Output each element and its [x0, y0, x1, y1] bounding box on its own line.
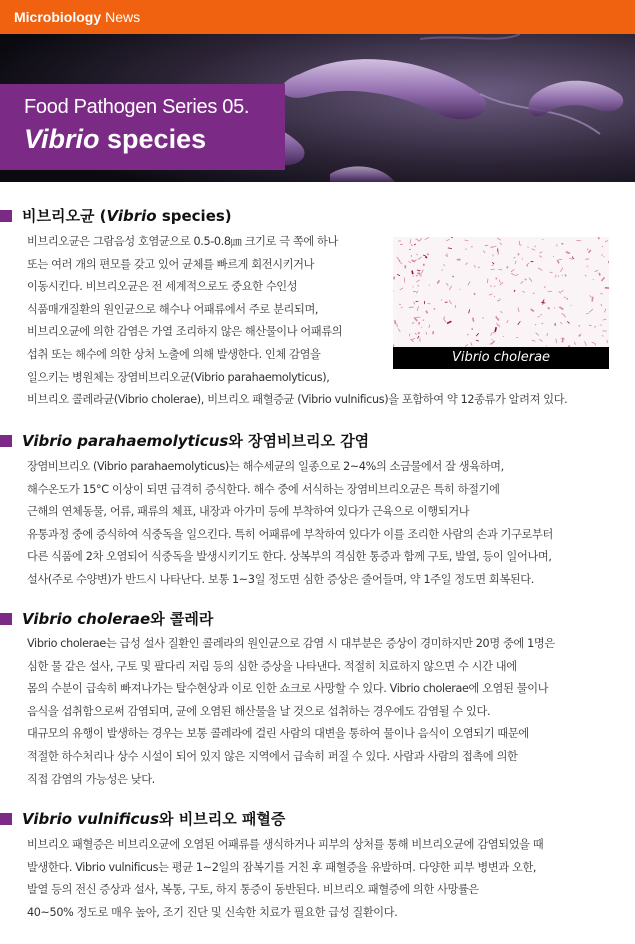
body-line: 섭취 또는 해수에 의한 상처 노출에 의해 발생한다. 인체 감염을	[27, 347, 321, 361]
news-header-bar	[0, 0, 635, 34]
body-line: 비브리오 콜레라균(Vibrio cholerae), 비브리오 패혈증균 (Vibrio vulnificus)을 포함하여 약 12종류가 알려져 있다.	[27, 393, 568, 407]
body-line: 심한 물 같은 설사, 구토 및 팔다리 저림 등의 심한 증상을 나타낸다. 적절히 치료하지 않으면 수 시간 내에	[27, 659, 517, 673]
section-heading-cholerae	[0, 608, 213, 629]
section-heading-vibrio	[0, 205, 232, 226]
body-line: 적절한 하수처리나 상수 시설이 되어 있지 않은 지역에서 급속히 퍼질 수 있다. 사람과 사람의 접촉에 의한	[27, 749, 518, 763]
section-bullet	[0, 613, 12, 625]
body-line: 몸의 수분이 급속히 빠져나가는 탈수현상과 이로 인한 쇼크로 사망할 수 있다. Vibrio cholerae에 오염된 물이나	[27, 682, 549, 696]
section-title: 비브리오균 (Vibrio species)	[22, 207, 232, 225]
body-line: 비브리오균은 그람음성 호염균으로 0.5-0.8㎛ 크기로 극 쪽에 하나	[27, 235, 338, 248]
section-heading-parahaemolyticus	[0, 430, 369, 451]
section-title: Vibrio cholerae와 콜레라	[22, 610, 214, 628]
body-line: 장염비브리오 (Vibrio parahaemolyticus)는 해수세균의 일종으로 2~4%의 소금물에서 잘 생육하며,	[27, 460, 504, 473]
micrograph-caption: Vibrio cholerae	[393, 347, 609, 369]
body-line: 또는 여러 개의 편모를 갖고 있어 균체를 빠르게 회전시키거나	[27, 257, 315, 271]
species-genus: Vibrio	[24, 124, 100, 154]
section-title: Vibrio vulnificus와 비브리오 패혈증	[22, 810, 286, 828]
hero-image	[0, 34, 635, 182]
section-bullet	[0, 813, 12, 825]
series-label: Food Pathogen Series 05.	[24, 96, 250, 118]
section-bullet	[0, 210, 12, 222]
species-word: species	[107, 124, 207, 154]
body-line: 직접 감염의 가능성은 낮다.	[27, 772, 155, 786]
body-line: 비브리오균에 의한 감염은 가열 조리하지 않은 해산물이나 어패류의	[27, 325, 343, 339]
body-line: 다른 식품에 2차 오염되어 식중독을 발생시키기도 한다. 상복부의 격심한 통증과 함께 구토, 발열, 등이 일어나며,	[27, 550, 552, 564]
body-line: 발생한다. Vibrio vulnificus는 평균 1~2일의 잠복기를 거친 후 패혈증을 유발하며. 다양한 피부 병변과 오한,	[27, 860, 537, 874]
series-banner	[0, 84, 285, 170]
body-line: 40~50% 정도로 매우 높아, 조기 진단 및 신속한 치료가 필요한 급성 질환이다.	[27, 905, 398, 919]
series-species-title	[24, 124, 206, 155]
header-brand: Microbiology	[14, 9, 102, 25]
section-body-parahaemolyticus	[27, 456, 553, 592]
body-line: 대규모의 유행이 발생하는 경우는 보통 콜레라에 걸린 사람의 대변을 통하여 물이나 음식이 오염되기 때문에	[27, 727, 529, 741]
section-title: Vibrio parahaemolyticus와 장염비브리오 감염	[22, 432, 370, 450]
body-line: 설사(주로 수양변)가 반드시 나타난다. 보통 1~3일 정도면 심한 증상은 줄어들며, 약 1주일 정도면 회복된다.	[27, 572, 534, 586]
body-line: Vibrio cholerae는 급성 설사 질환인 콜레라의 원인균으로 감염 시 대부분은 증상이 경미하지만 20명 중에 1명은	[27, 637, 555, 650]
body-line: 식품매개질환의 원인균으로 해수나 어패류에서 주로 분리되며,	[27, 302, 319, 316]
section-body-vulnificus	[27, 834, 543, 924]
body-line: 발열 등의 전신 증상과 설사, 복통, 구토, 하지 통증이 동반된다. 비브리오 패혈증에 의한 사망률은	[27, 883, 479, 897]
body-line: 이동시킨다. 비브리오균은 전 세계적으로도 중요한 수인성	[27, 280, 298, 294]
section-body-cholerae	[27, 633, 555, 791]
body-line: 근해의 연체동물, 어류, 패류의 체표, 내장과 아가미 등에 부착하여 있다가 근육으로 이행되거나	[27, 505, 470, 519]
body-line: 유통과정 중에 증식하여 식중독을 일으킨다. 특히 어패류에 부착하여 있다가 이를 조리한 사람의 손과 기구로부터	[27, 527, 553, 541]
body-line: 일으키는 병원체는 장염비브리오균(Vibrio parahaemolyticus),	[27, 370, 330, 384]
body-line: 음식을 섭취함으로써 감염되며, 균에 오염된 해산물을 날 것으로 섭취하는 경우에도 감염될 수 있다.	[27, 704, 491, 718]
body-line: 비브리오 패혈증은 비브리오균에 오염된 어패류를 생식하거나 피부의 상처를 통해 비브리오균에 감염되었을 때	[27, 838, 544, 851]
micrograph-image	[393, 237, 609, 369]
section-bullet	[0, 435, 12, 447]
header-section: News	[105, 9, 141, 25]
body-line: 해수온도가 15°C 이상이 되면 급격히 증식한다. 해수 중에 서식하는 장염비브리오균은 특히 하절기에	[27, 482, 500, 496]
section-heading-vulnificus	[0, 808, 285, 829]
